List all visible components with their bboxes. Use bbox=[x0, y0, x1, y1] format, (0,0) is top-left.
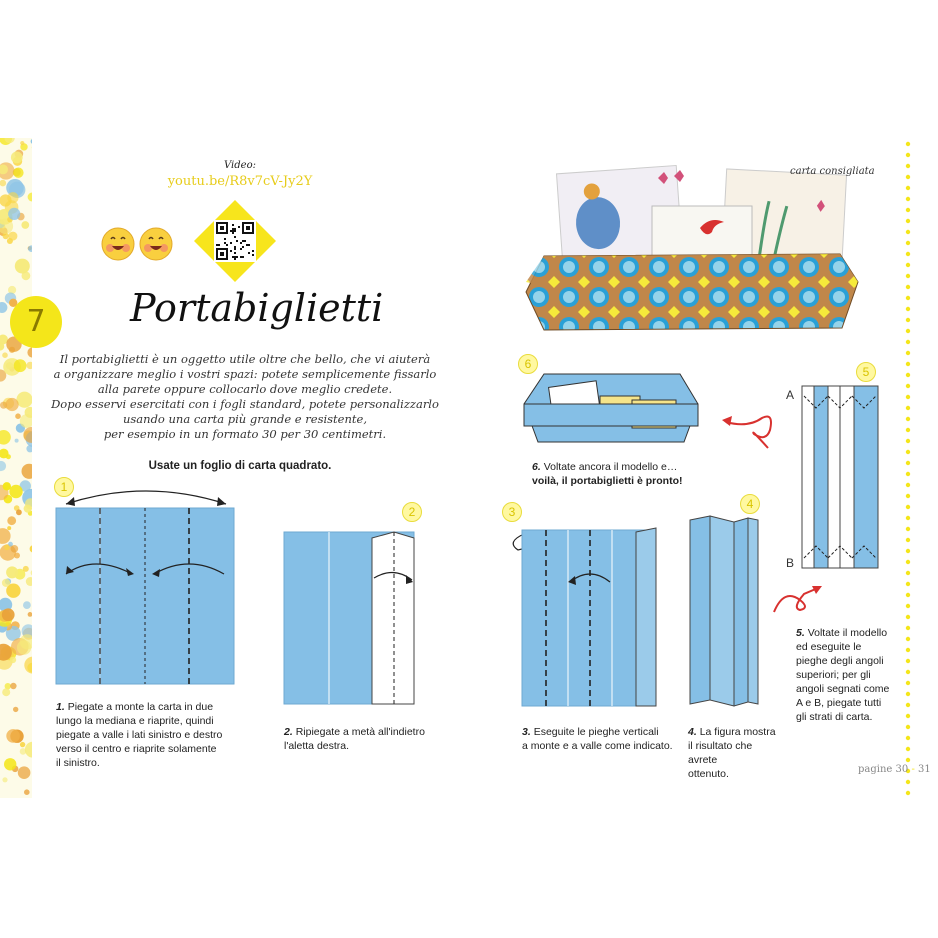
step-6-caption: 6. Voltate ancora il modello e… voilà, il portabiglietti è pronto! bbox=[532, 461, 683, 487]
decorative-dots-left bbox=[0, 138, 32, 798]
turn-arrow-icon bbox=[718, 408, 782, 452]
smiley-icon bbox=[102, 228, 134, 260]
step-5-number: 5 bbox=[856, 362, 876, 382]
corner-label-a: A bbox=[786, 388, 795, 402]
video-link[interactable]: youtu.be/R8v7cV-Jy2Y bbox=[167, 174, 313, 189]
page-title: Portabiglietti bbox=[130, 286, 384, 330]
smiley-icon bbox=[140, 228, 172, 260]
fold-arrow bbox=[66, 491, 226, 504]
instructions-subheading: Usate un foglio di carta quadrato. bbox=[148, 460, 332, 472]
finished-holder-photo bbox=[524, 162, 864, 336]
step-4-number: 4 bbox=[740, 494, 760, 514]
step-6-diagram bbox=[520, 370, 702, 450]
qr-code-icon[interactable] bbox=[192, 198, 278, 284]
step-3-caption: 3. Eseguite le pieghe verticali a monte e a valle come indicato. bbox=[522, 726, 673, 752]
step-2-number: 2 bbox=[402, 502, 422, 522]
step-3-diagram bbox=[504, 526, 664, 708]
step-5-diagram bbox=[800, 382, 882, 572]
step-4-caption: 4. La figura mostra il risultato che avrete ottenuto. bbox=[688, 726, 776, 780]
intro-text: Il portabiglietti è un oggetto utile oltre che bello, che vi aiuterà a organizzare meglio i vostri spazi: potete semplicemente fissarlo alla parete oppure collocarlo dove meglio credete. Dopo esservi esercitati con i fogli standard, potete personalizzarlo usando una carta più grande e resistente, per esempio in un formato 30 per 30 centimetri. bbox=[51, 352, 439, 441]
step-1-caption: 1. Piegate a monte la carta in due lungo la mediana e riaprite, quindi piegate a valle i lati sinistro e destro verso il centro e riaprite solamente il sinistro. bbox=[56, 701, 223, 769]
step-2-diagram bbox=[282, 528, 420, 708]
step-6-number: 6 bbox=[518, 354, 538, 374]
page-numbers: pagine 30 - 31 bbox=[858, 764, 931, 775]
recommended-paper-label: carta consigliata bbox=[790, 166, 875, 177]
step-4-diagram bbox=[688, 514, 760, 708]
corner-label-b: B bbox=[786, 556, 795, 570]
step-1-diagram bbox=[54, 484, 238, 686]
step-5-caption: 5. Voltate il modello ed eseguite le pieghe degli angoli superiori; per gli angoli segnati come A e B, piegate tutti gli strati di carta. bbox=[796, 627, 890, 723]
step-1-number: 1 bbox=[54, 477, 74, 497]
smiley-icons bbox=[100, 224, 176, 264]
turn-arrow-icon bbox=[770, 582, 830, 618]
chapter-number-badge: 7 bbox=[10, 296, 62, 348]
video-label: Video: bbox=[224, 160, 256, 171]
step-3-number: 3 bbox=[502, 502, 522, 522]
step-2-caption: 2. Ripiegate a metà all'indietro l'aletta destra. bbox=[284, 726, 425, 752]
